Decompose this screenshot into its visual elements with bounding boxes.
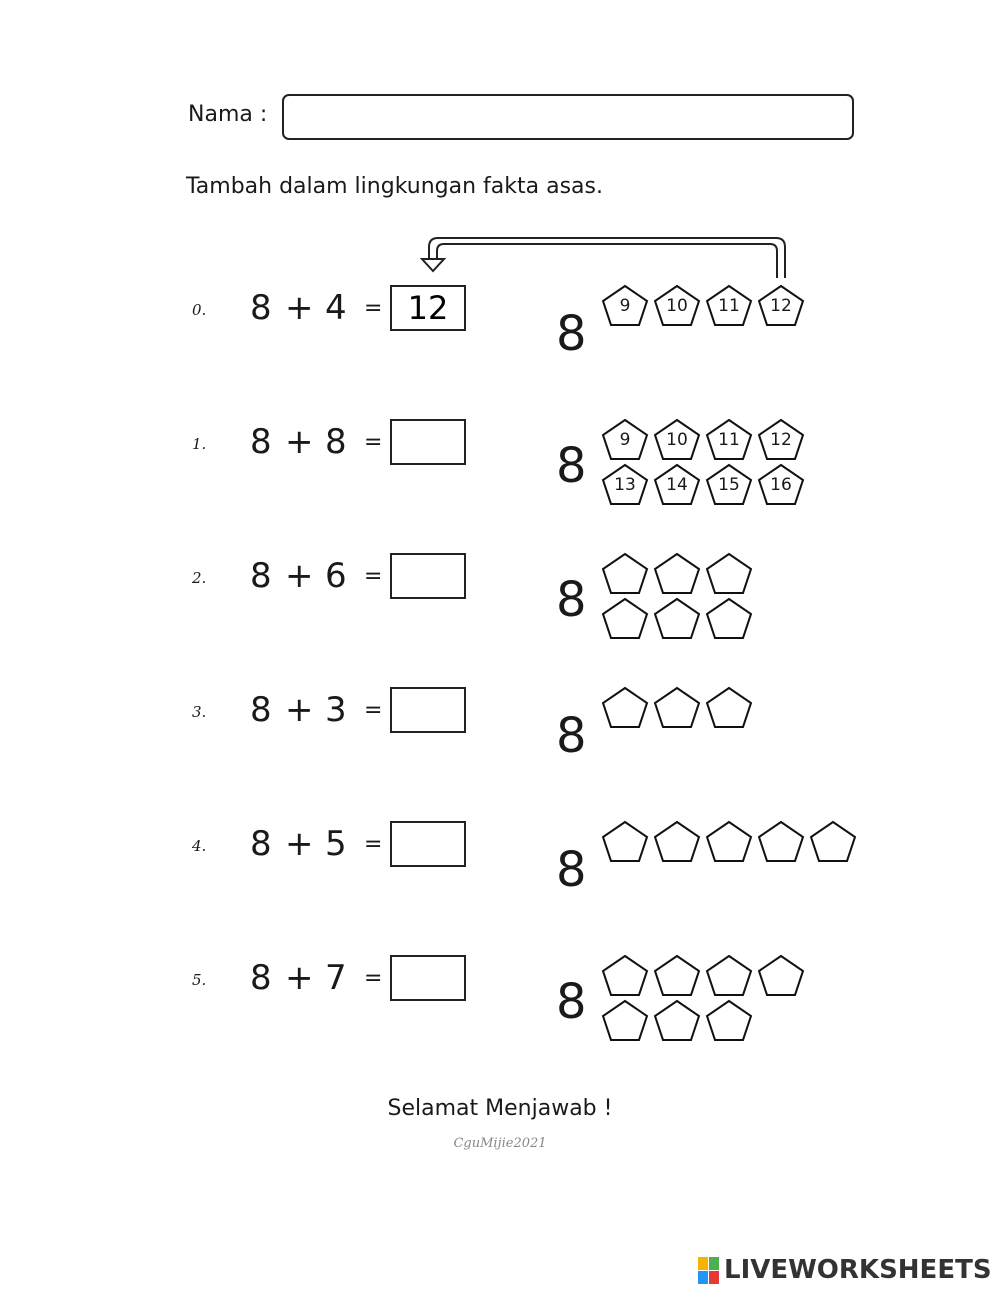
- pentagon-counter: [704, 820, 754, 864]
- pentagon-label: 14: [666, 475, 688, 495]
- pentagon-counter: [652, 820, 702, 864]
- credit-text: CguMijie2021: [453, 1136, 547, 1151]
- pentagon-label: 12: [770, 430, 792, 450]
- liveworksheets-brand: LIVEWORKSHEETS: [724, 1255, 992, 1285]
- pentagon-icon: [600, 954, 650, 998]
- pentagon-counter: [756, 954, 806, 998]
- addend-a: 8: [250, 958, 272, 998]
- pentagon-counter: [704, 686, 754, 730]
- addend-b: 4: [325, 288, 347, 328]
- question-number: 5.: [192, 971, 207, 989]
- question-number: 2.: [192, 569, 207, 587]
- pentagon-icon: [600, 820, 650, 864]
- addend-a: 8: [250, 556, 272, 596]
- pentagon-label: 9: [619, 430, 631, 450]
- answer-input-2[interactable]: [390, 553, 466, 599]
- closing-text: Selamat Menjawab !: [387, 1096, 613, 1121]
- plus-sign: +: [285, 288, 314, 328]
- pentagon-label: 11: [718, 296, 740, 316]
- pentagon-counter: [600, 686, 650, 730]
- answer-input-3[interactable]: [390, 687, 466, 733]
- addend-b: 7: [325, 958, 347, 998]
- pentagon-counter: [600, 552, 650, 596]
- addend-a: 8: [250, 690, 272, 730]
- pentagon-counter: [704, 418, 754, 462]
- plus-sign: +: [285, 824, 314, 864]
- pentagon-counter: [652, 954, 702, 998]
- pentagon-counter: [600, 954, 650, 998]
- pentagon-counter: [704, 284, 754, 328]
- equals-sign: =: [364, 832, 383, 857]
- answer-input-4[interactable]: [390, 821, 466, 867]
- addend-a: 8: [250, 824, 272, 864]
- counting-base-number: 8: [556, 842, 587, 898]
- pentagon-icon: [652, 820, 702, 864]
- pentagon-icon: [704, 597, 754, 641]
- addend-b: 6: [325, 556, 347, 596]
- counting-base-number: 8: [556, 708, 587, 764]
- equals-sign: =: [364, 296, 383, 321]
- pentagon-icon: [652, 999, 702, 1043]
- pentagon-counter: [704, 597, 754, 641]
- pentagon-counter: [600, 820, 650, 864]
- pentagon-icon: [704, 820, 754, 864]
- pentagon-counter: [600, 284, 650, 328]
- pentagon-counter: [704, 463, 754, 507]
- liveworksheets-mark-icon: [698, 1257, 720, 1285]
- pentagon-counter: [652, 686, 702, 730]
- pentagon-counter: [652, 597, 702, 641]
- addend-a: 8: [250, 288, 272, 328]
- pentagon-counter: [756, 418, 806, 462]
- pentagon-label: 11: [718, 430, 740, 450]
- pentagon-icon: [600, 686, 650, 730]
- answer-input-5[interactable]: [390, 955, 466, 1001]
- addend-b: 8: [325, 422, 347, 462]
- counting-base-number: 8: [556, 974, 587, 1030]
- equals-sign: =: [364, 564, 383, 589]
- counting-base-number: 8: [556, 306, 587, 362]
- pentagon-counter: [704, 999, 754, 1043]
- pentagon-icon: [756, 954, 806, 998]
- pentagon-counter: [704, 552, 754, 596]
- question-number: 1.: [192, 435, 207, 453]
- pentagon-icon: [756, 820, 806, 864]
- pentagon-icon: [704, 999, 754, 1043]
- pentagon-counter: [652, 999, 702, 1043]
- pentagon-icon: [652, 597, 702, 641]
- pentagon-counter: [600, 597, 650, 641]
- pentagon-counter: [652, 284, 702, 328]
- instruction: Tambah dalam lingkungan fakta asas.: [186, 174, 603, 199]
- pentagon-counter: [652, 463, 702, 507]
- pentagon-icon: [600, 552, 650, 596]
- pentagon-counter: [652, 418, 702, 462]
- pentagon-label: 13: [614, 475, 636, 495]
- pentagon-counter: [600, 418, 650, 462]
- question-number: 3.: [192, 703, 207, 721]
- question-number: 0.: [192, 301, 207, 319]
- pentagon-counter: [704, 954, 754, 998]
- pentagon-label: 12: [770, 296, 792, 316]
- pentagon-label: 10: [666, 430, 688, 450]
- pentagon-counter: [600, 999, 650, 1043]
- pentagon-counter: [756, 820, 806, 864]
- pentagon-counter: [756, 284, 806, 328]
- pentagon-icon: [600, 999, 650, 1043]
- addend-a: 8: [250, 422, 272, 462]
- pentagon-label: 16: [770, 475, 792, 495]
- addend-b: 3: [325, 690, 347, 730]
- pentagon-icon: [704, 686, 754, 730]
- counting-base-number: 8: [556, 438, 587, 494]
- pentagon-icon: [652, 552, 702, 596]
- pentagon-icon: [652, 686, 702, 730]
- pentagon-label: 15: [718, 475, 740, 495]
- pentagon-label: 10: [666, 296, 688, 316]
- answer-input-0[interactable]: [390, 285, 466, 331]
- equals-sign: =: [364, 966, 383, 991]
- counting-base-number: 8: [556, 572, 587, 628]
- question-number: 4.: [192, 837, 207, 855]
- pentagon-counter: [756, 463, 806, 507]
- pentagon-counter: [600, 463, 650, 507]
- pentagon-icon: [704, 552, 754, 596]
- equals-sign: =: [364, 698, 383, 723]
- answer-input-1[interactable]: [390, 419, 466, 465]
- pentagon-icon: [704, 954, 754, 998]
- pentagon-icon: [600, 597, 650, 641]
- plus-sign: +: [285, 690, 314, 730]
- plus-sign: +: [285, 556, 314, 596]
- addend-b: 5: [325, 824, 347, 864]
- plus-sign: +: [285, 958, 314, 998]
- equals-sign: =: [364, 430, 383, 455]
- pentagon-label: 9: [619, 296, 631, 316]
- example-arrow-icon: [418, 234, 794, 286]
- name-label: Nama :: [188, 102, 268, 127]
- pentagon-icon: [652, 954, 702, 998]
- pentagon-counter: [808, 820, 858, 864]
- pentagon-icon: [808, 820, 858, 864]
- name-input[interactable]: [282, 94, 854, 140]
- plus-sign: +: [285, 422, 314, 462]
- pentagon-counter: [652, 552, 702, 596]
